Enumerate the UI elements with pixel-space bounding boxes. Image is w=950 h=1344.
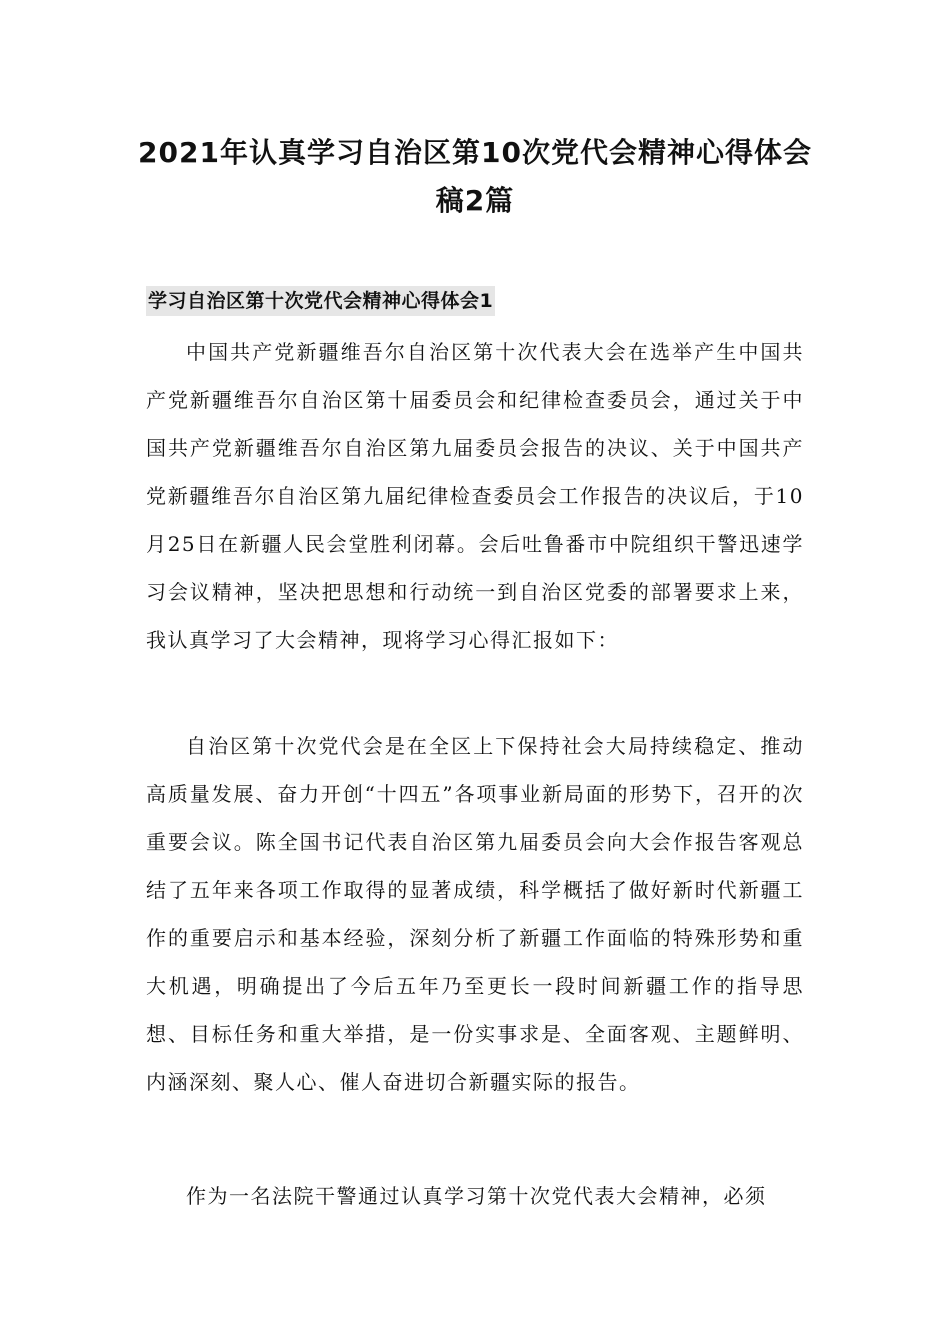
paragraph-3: 作为一名法院干警通过认真学习第十次党代表大会精神，必须 bbox=[186, 1184, 767, 1208]
document-title-line-1: 2021年认真学习自治区第10次党代会精神心得体会 bbox=[138, 136, 812, 169]
paragraph-1: 中国共产党新疆维吾尔自治区第十次代表大会在选举产生中国共产党新疆维吾尔自治区第十届委员会和纪律检查委员会，通过关于中国共产党新疆维吾尔自治区第九届委员会报告的决议、关于中国共产党新疆维吾尔自治区第九届纪律检查委员会工作报告的决议后，于10月25日在新疆人民会堂胜利闭幕。会后吐鲁番市中院组织干警迅速学习会议精神，坚决把思想和行动统一到自治区党委的部署要求上来，我认真学习了大会精神，现将学习心得汇报如下： bbox=[146, 340, 804, 652]
document-title-line-2: 稿2篇 bbox=[435, 184, 515, 217]
paragraph-2: 自治区第十次党代会是在全区上下保持社会大局持续稳定、推动高质量发展、奋力开创“十四五”各项事业新局面的形势下，召开的次重要会议。陈全国书记代表自治区第九届委员会向大会作报告客观总结了五年来各项工作取得的显著成绩，科学概括了做好新时代新疆工作的重要启示和基本经验，深刻分析了新疆工作面临的特殊形势和重大机遇，明确提出了今后五年乃至更长一段时间新疆工作的指导思想、目标任务和重大举措，是一份实事求是、全面客观、主题鲜明、内涵深刻、聚人心、催人奋进切合新疆实际的报告。 bbox=[146, 734, 804, 1094]
section-heading: 学习自治区第十次党代会精神心得体会1 bbox=[146, 286, 495, 316]
